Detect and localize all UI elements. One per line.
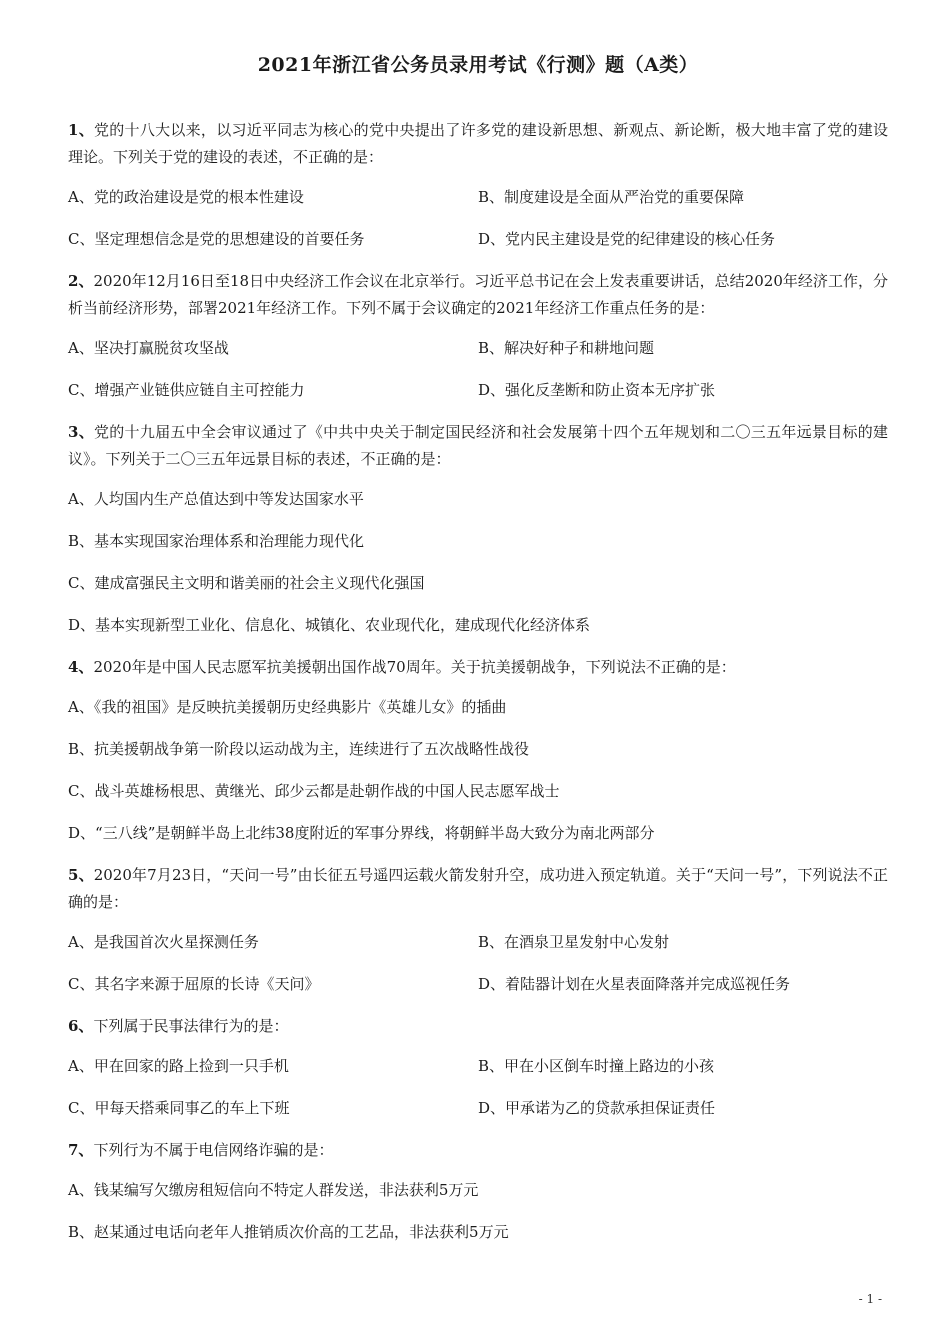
question-stem	[68, 654, 888, 681]
question-stem	[68, 1137, 888, 1164]
page-title: 2021年浙江省公务员录用考试《行测》题（A类）	[257, 54, 699, 76]
option-row	[68, 971, 888, 998]
question-stem	[68, 1013, 888, 1040]
question-1	[68, 117, 888, 253]
page-number: - 1 -	[858, 1292, 882, 1306]
question-stem	[68, 419, 888, 473]
option-d: D、强化反垄断和防止资本无序扩张	[478, 381, 716, 399]
option-d: D、甲承诺为乙的贷款承担保证责任	[478, 1099, 716, 1117]
option-row	[68, 377, 888, 404]
option-c: C、建成富强民主文明和谐美丽的社会主义现代化强国	[68, 574, 425, 592]
question-number: 6、	[68, 1017, 94, 1035]
option-row	[68, 929, 888, 956]
question-number: 3、	[68, 423, 94, 441]
question-number: 5、	[68, 866, 94, 884]
option-d: D、着陆器计划在火星表面降落并完成巡视任务	[478, 975, 791, 993]
option-c: C、其名字来源于屈原的长诗《天问》	[68, 975, 320, 993]
question-6	[68, 1013, 888, 1122]
question-text: 下列属于民事法律行为的是：	[93, 1017, 289, 1035]
question-stem	[68, 862, 888, 916]
question-number: 7、	[68, 1141, 94, 1159]
question-5	[68, 862, 888, 998]
option-a: A、人均国内生产总值达到中等发达国家水平	[68, 490, 364, 508]
option-c: C、甲每天搭乘同事乙的车上下班	[68, 1099, 290, 1117]
question-number: 4、	[68, 658, 94, 676]
question-stem	[68, 268, 888, 322]
question-2	[68, 268, 888, 404]
question-number: 2、	[68, 272, 94, 290]
question-text: 2020年12月16日至18日中央经济工作会议在北京举行。习近平总书记在会上发表重要讲话，总结2020年经济工作，分析当前经济形势，部署2021年经济工作。下列不属于会议确定的2021年经济工作重点任务的是：	[68, 272, 888, 317]
question-text: 2020年是中国人民志愿军抗美援朝出国作战70周年。关于抗美援朝战争，下列说法不正确的是：	[93, 658, 736, 676]
option-c: C、战斗英雄杨根思、黄继光、邱少云都是赴朝作战的中国人民志愿军战士	[68, 782, 560, 800]
option-a: A、钱某编写欠缴房租短信向不特定人群发送，非法获利5万元	[68, 1181, 479, 1199]
option-a: A、坚决打赢脱贫攻坚战	[68, 339, 229, 357]
option-d: D、党内民主建设是党的纪律建设的核心任务	[478, 230, 776, 248]
option-b: B、甲在小区倒车时撞上路边的小孩	[478, 1057, 715, 1075]
question-text: 2020年7月23日，“天问一号”由长征五号遥四运载火箭发射升空，成功进入预定轨道。关于“天问一号”，下列说法不正确的是：	[68, 866, 889, 911]
question-stem	[68, 117, 888, 171]
option-row	[68, 226, 888, 253]
option-a: A、《我的祖国》是反映抗美援朝历史经典影片《英雄儿女》的插曲	[68, 698, 507, 716]
option-row	[68, 184, 888, 211]
option-row	[68, 1053, 888, 1080]
question-text: 党的十八大以来，以习近平同志为核心的党中央提出了许多党的建设新思想、新观点、新论断，极大地丰富了党的建设理论。下列关于党的建设的表述，不正确的是：	[68, 121, 889, 166]
question-text: 下列行为不属于电信网络诈骗的是：	[93, 1141, 334, 1159]
option-a: A、甲在回家的路上捡到一只手机	[68, 1057, 289, 1075]
question-7	[68, 1137, 888, 1246]
option-c: C、坚定理想信念是党的思想建设的首要任务	[68, 230, 365, 248]
option-b: B、赵某通过电话向老年人推销质次价高的工艺品，非法获利5万元	[68, 1223, 509, 1241]
question-4	[68, 654, 888, 847]
option-d: D、“三八线”是朝鲜半岛上北纬38度附近的军事分界线，将朝鲜半岛大致分为南北两部分	[68, 824, 655, 842]
question-text: 党的十九届五中全会审议通过了《中共中央关于制定国民经济和社会发展第十四个五年规划和二〇三五年远景目标的建议》。下列关于二〇三五年远景目标的表述，不正确的是：	[68, 423, 889, 468]
option-row	[68, 1095, 888, 1122]
exam-page	[68, 48, 888, 1261]
option-b: B、制度建设是全面从严治党的重要保障	[478, 188, 745, 206]
option-a: A、党的政治建设是党的根本性建设	[68, 188, 304, 206]
option-c: C、增强产业链供应链自主可控能力	[68, 381, 305, 399]
option-b: B、在酒泉卫星发射中心发射	[478, 933, 670, 951]
question-number: 1、	[68, 121, 94, 139]
option-d: D、基本实现新型工业化、信息化、城镇化、农业现代化，建成现代化经济体系	[68, 616, 591, 634]
option-row	[68, 335, 888, 362]
option-a: A、是我国首次火星探测任务	[68, 933, 259, 951]
option-b: B、抗美援朝战争第一阶段以运动战为主，连续进行了五次战略性战役	[68, 740, 530, 758]
option-b: B、解决好种子和耕地问题	[478, 339, 655, 357]
option-b: B、基本实现国家治理体系和治理能力现代化	[68, 532, 365, 550]
question-3	[68, 419, 888, 639]
